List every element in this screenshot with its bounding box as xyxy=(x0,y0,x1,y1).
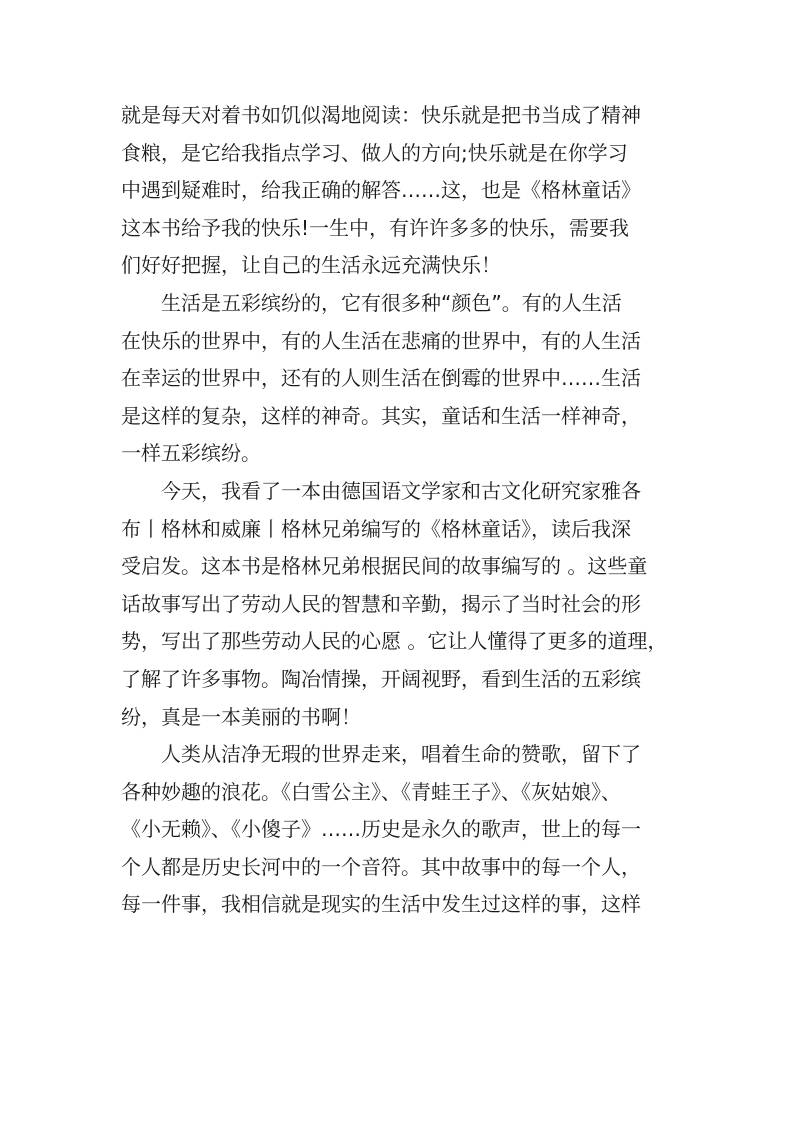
text-line: 是这样的复杂，这样的神奇。其实，童话和生活一样神奇， xyxy=(121,403,641,428)
text-line: 们好好把握，让自己的生活永远充满快乐！ xyxy=(121,253,501,278)
text-line: 个人都是历史长河中的一个音符。其中故事中的每一个人， xyxy=(121,854,641,879)
text-line: 话故事写出了劳动人民的智慧和辛勤，揭示了当时社会的形 xyxy=(121,591,641,616)
text-line-paragraph-start: 生活是五彩缤纷的，它有很多种“颜色”。有的人生活 xyxy=(161,290,622,315)
text-line: 受启发。这本书是格林兄弟根据民间的故事编写的 。这些童 xyxy=(121,554,648,579)
text-line: 布丨格林和威廉丨格林兄弟编写的《格林童话》，读后我深 xyxy=(121,516,631,541)
text-line: 了解了许多事物。陶冶情操，开阔视野，看到生活的五彩缤 xyxy=(121,666,641,691)
document-body xyxy=(121,97,681,924)
text-line: 中遇到疑难时，给我正确的解答……这，也是《格林童话》 xyxy=(121,178,641,203)
text-line: 这本书给予我的快乐!一生中，有许许多多的快乐，需要我 xyxy=(121,215,630,240)
text-line-paragraph-start: 人类从洁净无瑕的世界走来，唱着生命的赞歌，留下了 xyxy=(161,742,641,767)
text-line: 纷，真是一本美丽的书啊！ xyxy=(121,704,361,729)
text-line: 势，写出了那些劳动人民的心愿 。它让人懂得了更多的道理， xyxy=(121,629,668,654)
text-line: 一样五彩缤纷。 xyxy=(121,441,261,466)
text-line: 每一件事，我相信就是现实的生活中发生过这样的事，这样 xyxy=(121,892,641,917)
text-line: 在快乐的世界中，有的人生活在悲痛的世界中，有的人生活 xyxy=(121,328,641,353)
text-line: 就是每天对着书如饥似渴地阅读：快乐就是把书当成了精神 xyxy=(121,103,641,127)
text-line: 食粮，是它给我指点学习、做人的方向;快乐就是在你学习 xyxy=(121,140,628,165)
text-line: 在幸运的世界中，还有的人则生活在倒霉的世界中……生活 xyxy=(121,366,641,391)
text-line-paragraph-start: 今天，我看了一本由德国语文学家和古文化研究家雅各 xyxy=(161,478,641,503)
text-line: 各种妙趣的浪花。《白雪公主》、《青蛙王子》、《灰姑娘》、 xyxy=(121,779,621,804)
text-line: 《小无赖》、《小傻子》……历史是永久的歌声，世上的每一 xyxy=(121,817,641,842)
